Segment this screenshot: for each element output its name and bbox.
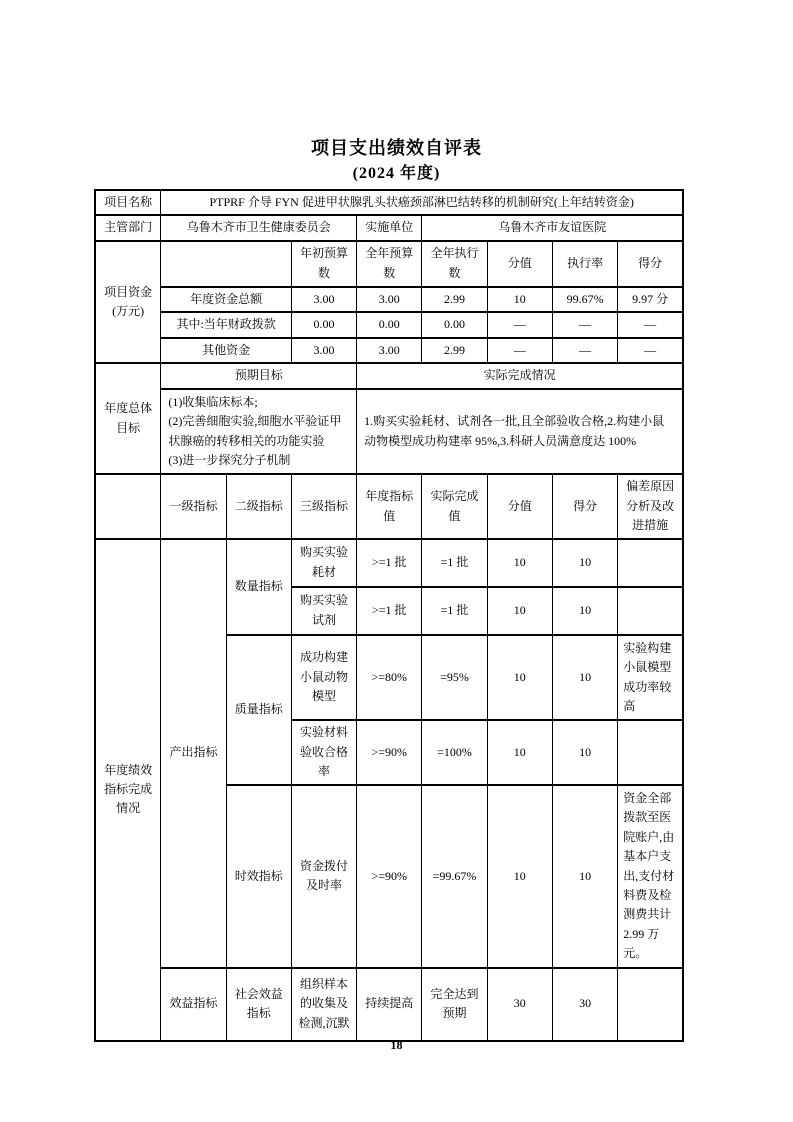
indicator-col-level3: 三级指标 bbox=[291, 474, 356, 538]
indicator-points-cell: 10 bbox=[487, 539, 552, 587]
indicator-col-deviation: 偏差原因分析及改进措施 bbox=[618, 474, 683, 538]
indicator-row-social-benefit bbox=[95, 968, 683, 1041]
project-name-row bbox=[95, 190, 683, 215]
funding-other-initial: 3.00 bbox=[291, 338, 356, 363]
indicator-target-cell: >=1 批 bbox=[357, 587, 422, 635]
funding-fiscal-label-cell: 其中:当年财政拨款 bbox=[161, 312, 292, 337]
funding-header-spacer-cell bbox=[161, 241, 292, 287]
implementer-value-cell: 乌鲁木齐市友谊医院 bbox=[422, 215, 683, 240]
indicator-actual-cell: =99.67% bbox=[422, 785, 487, 968]
document-subtitle: (2024 年度) bbox=[352, 165, 441, 182]
indicator-target-cell: >=1 批 bbox=[357, 539, 422, 587]
funding-col-points: 分值 bbox=[487, 241, 552, 287]
indicator-level3-cell: 实验材料验收合格率 bbox=[291, 720, 356, 784]
indicator-level1-benefit-cell: 效益指标 bbox=[161, 968, 226, 1041]
indicator-target-cell: >=90% bbox=[357, 720, 422, 784]
department-value-cell: 乌鲁木齐市卫生健康委员会 bbox=[161, 215, 357, 240]
funding-fiscal-score: — bbox=[618, 312, 683, 337]
indicator-row-consumables bbox=[95, 539, 683, 587]
funding-total-budget: 3.00 bbox=[357, 287, 422, 312]
goal-expected-line1: (1)收集临床标本; bbox=[168, 394, 258, 409]
funding-other-rate: — bbox=[552, 338, 617, 363]
funding-other-execution: 2.99 bbox=[422, 338, 487, 363]
document-title: 项目支出绩效自评表 bbox=[311, 138, 482, 158]
funding-other-label-cell: 其他资金 bbox=[161, 338, 292, 363]
department-row bbox=[95, 215, 683, 240]
indicator-level3-cell: 组织样本的收集及检测,沉默 bbox=[291, 968, 356, 1041]
indicator-points-cell: 10 bbox=[487, 635, 552, 721]
indicator-points-cell: 10 bbox=[487, 720, 552, 784]
indicator-col-level1: 一级指标 bbox=[161, 474, 226, 538]
indicator-score-cell: 30 bbox=[552, 968, 617, 1041]
indicator-actual-cell: =95% bbox=[422, 635, 487, 721]
funding-other-points: — bbox=[487, 338, 552, 363]
indicator-score-cell: 10 bbox=[552, 720, 617, 784]
indicator-score-cell: 10 bbox=[552, 785, 617, 968]
goal-content-row bbox=[95, 389, 683, 475]
indicator-col-score: 得分 bbox=[552, 474, 617, 538]
goal-expected-line3: (3)进一步探究分子机制 bbox=[168, 452, 291, 467]
page-number: 18 bbox=[390, 1038, 403, 1052]
funding-total-rate: 99.67% bbox=[552, 287, 617, 312]
indicator-actual-cell: =100% bbox=[422, 720, 487, 784]
indicator-header-spacer-cell bbox=[95, 474, 161, 538]
indicator-actual-cell: =1 批 bbox=[422, 587, 487, 635]
funding-total-execution: 2.99 bbox=[422, 287, 487, 312]
indicator-points-cell: 30 bbox=[487, 968, 552, 1041]
self-evaluation-table bbox=[94, 189, 684, 1042]
funding-fiscal-points: — bbox=[487, 312, 552, 337]
goal-expected-line2: (2)完善细胞实验,细胞水平验证甲状腺癌的转移相关的功能实验 bbox=[168, 414, 342, 448]
funding-total-label-cell: 年度资金总额 bbox=[161, 287, 292, 312]
indicator-header-row bbox=[95, 474, 683, 538]
indicator-level2-social-cell: 社会效益指标 bbox=[226, 968, 291, 1041]
indicator-level3-cell: 成功构建小鼠动物模型 bbox=[291, 635, 356, 721]
funding-col-score: 得分 bbox=[618, 241, 683, 287]
indicator-deviation-cell bbox=[618, 968, 683, 1041]
indicator-col-actual: 实际完成值 bbox=[422, 474, 487, 538]
indicator-deviation-cell bbox=[618, 587, 683, 635]
funding-fiscal-rate: — bbox=[552, 312, 617, 337]
indicator-level3-cell: 购买实验耗材 bbox=[291, 539, 356, 587]
funding-total-initial: 3.00 bbox=[291, 287, 356, 312]
indicator-col-points: 分值 bbox=[487, 474, 552, 538]
goal-section-label-cell: 年度总体目标 bbox=[95, 363, 161, 474]
funding-other-row bbox=[95, 338, 683, 363]
goal-expected-header-cell: 预期目标 bbox=[161, 363, 357, 388]
indicator-level2-quality-cell: 质量指标 bbox=[226, 635, 291, 785]
funding-header-row bbox=[95, 241, 683, 287]
indicator-target-cell: 持续提高 bbox=[357, 968, 422, 1041]
indicator-level3-cell: 购买实验试剂 bbox=[291, 587, 356, 635]
department-label-cell: 主管部门 bbox=[95, 215, 161, 240]
indicator-deviation-cell: 资金全部拨款至医院账户,由基本户支出,支付材料费及检测费共计 2.99 万元。 bbox=[618, 785, 683, 968]
indicator-level2-quantity-cell: 数量指标 bbox=[226, 539, 291, 635]
indicator-level1-output-cell: 产出指标 bbox=[161, 539, 226, 968]
funding-section-label-line2: (万元) bbox=[112, 304, 145, 319]
implementer-label-cell: 实施单位 bbox=[357, 215, 422, 240]
indicator-level3-cell: 资金拨付及时率 bbox=[291, 785, 356, 968]
project-name-label-cell: 项目名称 bbox=[95, 190, 161, 215]
funding-col-execution-rate: 执行率 bbox=[552, 241, 617, 287]
funding-fiscal-initial: 0.00 bbox=[291, 312, 356, 337]
indicator-actual-cell: 完全达到预期 bbox=[422, 968, 487, 1041]
indicator-deviation-cell bbox=[618, 539, 683, 587]
funding-total-score: 9.97 分 bbox=[618, 287, 683, 312]
indicator-points-cell: 10 bbox=[487, 587, 552, 635]
funding-total-points: 10 bbox=[487, 287, 552, 312]
project-name-value-cell: PTPRF 介导 FYN 促进甲状腺乳头状癌颈部淋巴结转移的机制研究(上年结转资金) bbox=[161, 190, 683, 215]
funding-col-annual-execution: 全年执行数 bbox=[422, 241, 487, 287]
indicator-level2-timeliness-cell: 时效指标 bbox=[226, 785, 291, 968]
goal-expected-content-cell bbox=[161, 389, 357, 475]
funding-total-row bbox=[95, 287, 683, 312]
indicator-points-cell: 10 bbox=[487, 785, 552, 968]
indicator-col-target: 年度指标值 bbox=[357, 474, 422, 538]
goal-actual-header-cell: 实际完成情况 bbox=[357, 363, 683, 388]
indicator-deviation-cell bbox=[618, 720, 683, 784]
goal-actual-content-cell: 1.购买实验耗材、试剂各一批,且全部验收合格,2.构建小鼠动物模型成功构建率 95%,3.科研人员满意度达 100% bbox=[357, 389, 683, 475]
funding-other-score: — bbox=[618, 338, 683, 363]
funding-section-label-cell bbox=[95, 241, 161, 363]
indicator-actual-cell: =1 批 bbox=[422, 539, 487, 587]
indicator-deviation-cell: 实验构建小鼠模型成功率较高 bbox=[618, 635, 683, 721]
funding-fiscal-row bbox=[95, 312, 683, 337]
funding-col-annual-budget: 全年预算数 bbox=[357, 241, 422, 287]
indicator-score-cell: 10 bbox=[552, 635, 617, 721]
funding-fiscal-execution: 0.00 bbox=[422, 312, 487, 337]
indicator-section-label-cell: 年度绩效指标完成情况 bbox=[95, 539, 161, 1041]
indicator-score-cell: 10 bbox=[552, 539, 617, 587]
funding-section-label-line1: 项目资金 bbox=[104, 284, 153, 299]
funding-other-budget: 3.00 bbox=[357, 338, 422, 363]
indicator-score-cell: 10 bbox=[552, 587, 617, 635]
indicator-col-level2: 二级指标 bbox=[226, 474, 291, 538]
goal-header-row bbox=[95, 363, 683, 388]
indicator-target-cell: >=90% bbox=[357, 785, 422, 968]
indicator-target-cell: >=80% bbox=[357, 635, 422, 721]
funding-col-year-initial-budget: 年初预算数 bbox=[291, 241, 356, 287]
funding-fiscal-budget: 0.00 bbox=[357, 312, 422, 337]
